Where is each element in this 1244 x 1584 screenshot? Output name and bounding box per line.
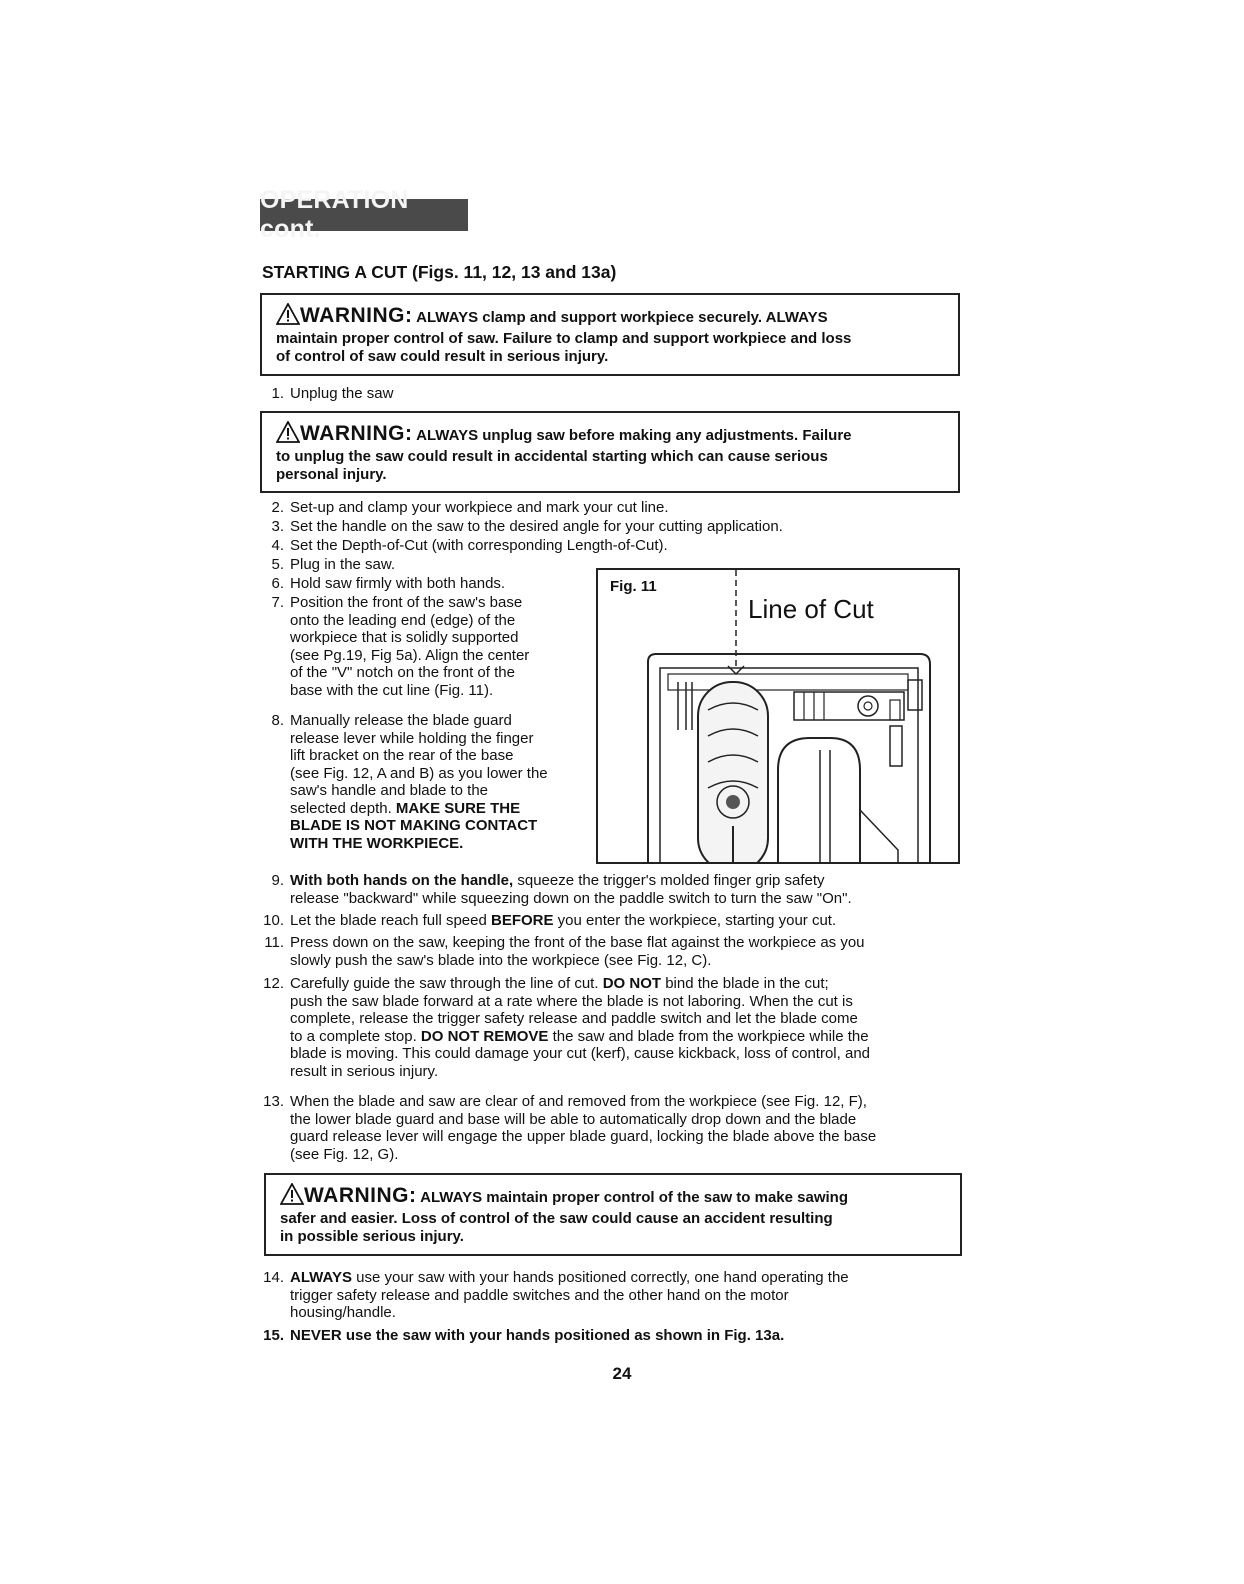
step-text: Set-up and clamp your workpiece and mark your cut line. xyxy=(290,499,669,516)
step-text-line: lift bracket on the rear of the base xyxy=(290,747,514,764)
step-bold-text: BEFORE xyxy=(490,912,554,929)
step-number: 10. xyxy=(263,912,284,929)
step-text-line: (see Pg.19, Fig 5a). Align the center xyxy=(290,646,530,664)
step-text-line: base with the cut line (Fig. 11). xyxy=(290,681,494,699)
warning-triangle-icon xyxy=(280,1183,304,1210)
step-number: 15. xyxy=(263,1327,284,1344)
step-number: 11. xyxy=(264,934,284,951)
warning-box-1 xyxy=(260,293,960,376)
step-text: to a complete stop. xyxy=(290,1027,421,1045)
step-text-line: push the saw blade forward at a rate where the blade is not laboring. When the cut is xyxy=(290,992,853,1010)
step-number: 4. xyxy=(271,537,284,554)
warning-label: WARNING: xyxy=(304,1184,417,1207)
warning-triangle-icon xyxy=(276,303,300,330)
warning-text-line: of control of saw could result in serious injury. xyxy=(276,348,609,365)
warning-text-line: maintain proper control of saw. Failure to clamp and support workpiece and loss xyxy=(276,330,852,347)
step-number: 9. xyxy=(271,872,284,889)
step-number: 7. xyxy=(271,594,284,611)
step-bold-text: DO NOT xyxy=(602,975,662,992)
step-text-line: of the "V" notch on the front of the xyxy=(290,664,515,681)
step-number: 3. xyxy=(271,518,284,535)
step-text-line: release lever while holding the finger xyxy=(290,729,534,747)
warning-text-line: ALWAYS clamp and support workpiece securely. ALWAYS xyxy=(416,309,828,326)
step-bold-text: NEVER use the saw with your hands positioned as shown in Fig. 13a. xyxy=(290,1327,785,1344)
step-text-line: saw's handle and blade to the xyxy=(290,782,489,799)
step-text: Plug in the saw. xyxy=(290,556,396,573)
step-text-line: workpiece that is solidly supported xyxy=(290,629,519,646)
step-bold-text: WITH THE WORKPIECE. xyxy=(290,834,464,852)
warning-label: WARNING: xyxy=(300,422,413,445)
warning-triangle-icon xyxy=(276,421,300,448)
step-text: Set the Depth-of-Cut (with corresponding Length-of-Cut). xyxy=(290,537,668,554)
step-text: bind the blade in the cut; xyxy=(661,975,829,992)
warning-text-line: personal injury. xyxy=(276,466,387,483)
step-text-line: Press down on the saw, keeping the front of the base flat against the workpiece as you xyxy=(290,934,865,951)
figure-caption: Line of Cut xyxy=(748,594,874,624)
step-number: 6. xyxy=(271,575,284,592)
warning-text-line: ALWAYS unplug saw before making any adjustments. Failure xyxy=(416,427,852,444)
step-text-line: result in serious injury. xyxy=(290,1062,439,1080)
step-bold-text: ALWAYS xyxy=(290,1269,352,1286)
warning-box-2 xyxy=(260,411,960,493)
step-number: 2. xyxy=(271,499,284,516)
step-bold-text: With both hands on the handle, xyxy=(290,872,514,889)
step-number: 5. xyxy=(271,556,284,573)
step-text-line: Position the front of the saw's base xyxy=(290,594,523,611)
step-number: 1. xyxy=(271,385,284,402)
page-number: 24 xyxy=(612,1364,632,1383)
section-title: STARTING A CUT (Figs. 11, 12, 13 and 13a) xyxy=(262,262,617,282)
step-text: the saw and blade from the workpiece while the xyxy=(548,1027,869,1045)
step-text-line: complete, release the trigger safety release and paddle switch and let the blade come xyxy=(290,1010,858,1027)
step-text-line: (see Fig. 12, G). xyxy=(290,1145,399,1163)
step-text-line: release "backward" while squeezing down on the paddle switch to turn the saw "On". xyxy=(290,889,852,907)
step-text-line: guard release lever will engage the upper blade guard, locking the blade above the base xyxy=(290,1128,877,1145)
step-bold-text: MAKE SURE THE xyxy=(395,799,521,817)
warning-box-3 xyxy=(264,1173,962,1256)
figure-11 xyxy=(596,568,960,864)
warning-label: WARNING: xyxy=(300,304,413,327)
warning-text-line: ALWAYS maintain proper control of the saw to make sawing xyxy=(420,1189,848,1206)
step-text: Unplug the saw xyxy=(290,385,394,402)
step-text: Hold saw firmly with both hands. xyxy=(290,575,506,592)
step-text-line: onto the leading end (edge) of the xyxy=(290,611,516,629)
step-text-line: the lower blade guard and base will be able to automatically drop down and the blade xyxy=(290,1110,857,1128)
step-text-line: squeeze the trigger's molded finger grip safety xyxy=(513,872,825,889)
step-text-line: selected depth. xyxy=(290,799,392,817)
step-number: 12. xyxy=(263,975,284,992)
step-text-line: slowly push the saw's blade into the workpiece (see Fig. 12, C). xyxy=(290,951,712,969)
step-text-line: blade is moving. This could damage your cut (kerf), cause kickback, loss of control, and xyxy=(290,1045,870,1062)
warning-text-line: to unplug the saw could result in accidental starting which can cause serious xyxy=(276,448,828,465)
step-number: 8. xyxy=(271,712,284,729)
step-text: Let the blade reach full speed xyxy=(290,912,491,929)
step-text: Carefully guide the saw through the line of cut. xyxy=(290,975,603,992)
step-number: 14. xyxy=(263,1269,284,1286)
step-text-line: trigger safety release and paddle switches and the other hand on the motor xyxy=(290,1286,789,1304)
warning-text-line: safer and easier. Loss of control of the saw could cause an accident resulting xyxy=(280,1210,833,1227)
step-number: 13. xyxy=(263,1093,284,1110)
step-text-line: use your saw with your hands positioned correctly, one hand operating the xyxy=(351,1269,849,1286)
step-text: Set the handle on the saw to the desired angle for your cutting application. xyxy=(290,518,783,535)
step-text-line: (see Fig. 12, A and B) as you lower the xyxy=(290,764,548,782)
section-banner: OPERATION cont. xyxy=(260,199,468,231)
warning-text-line: in possible serious injury. xyxy=(280,1228,464,1245)
step-bold-text: DO NOT REMOVE xyxy=(420,1027,549,1045)
step-text-line: When the blade and saw are clear of and removed from the workpiece (see Fig. 12, F), xyxy=(290,1093,867,1110)
step-text: you enter the workpiece, starting your cut. xyxy=(553,912,837,929)
figure-label: Fig. 11 xyxy=(610,578,657,595)
step-bold-text: BLADE IS NOT MAKING CONTACT xyxy=(290,817,538,834)
step-text-line: housing/handle. xyxy=(290,1304,396,1321)
step-text-line: Manually release the blade guard xyxy=(290,712,512,729)
